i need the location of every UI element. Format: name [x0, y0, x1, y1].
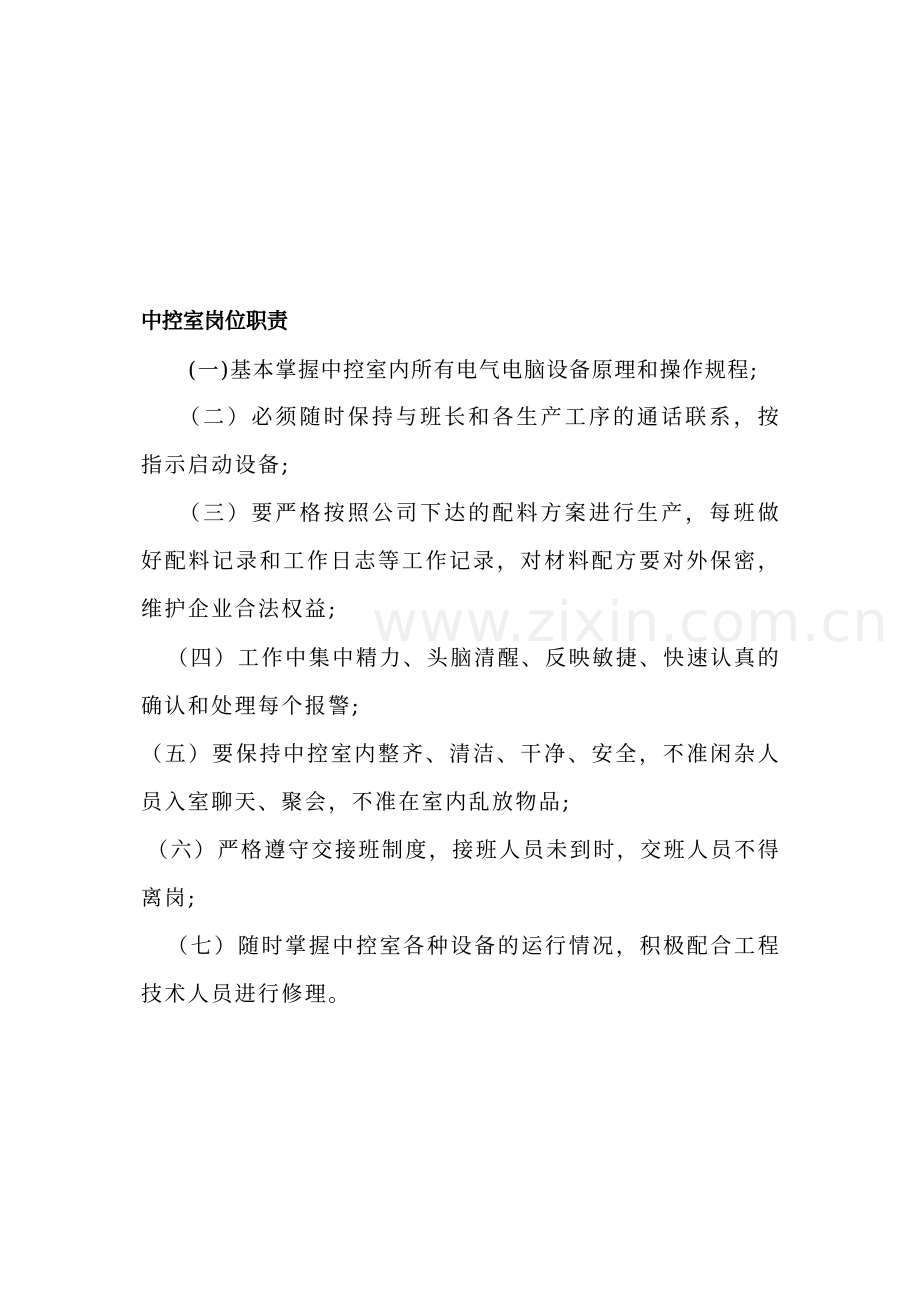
- paragraph-7: （七）随时掌握中控室各种设备的运行情况，积极配合工程技术人员进行修理。: [141, 934, 781, 1006]
- document-title: 中控室岗位职责: [141, 309, 288, 333]
- paragraph-5: （五）要保持中控室内整齐、清洁、干净、安全，不准闲杂人员入室聊天、聚会，不准在室内乱放物品;: [141, 742, 781, 814]
- paragraph-4: （四）工作中集中精力、头脑清醒、反映敏捷、快速认真的确认和处理每个报警;: [141, 646, 781, 718]
- paragraph-2: （二）必须随时保持与班长和各生产工序的通话联系，按指示启动设备;: [141, 405, 781, 477]
- paragraph-3: （三）要严格按照公司下达的配料方案进行生产，每班做好配料记录和工作日志等工作记录，对材料配方要对外保密，维护企业合法权益;: [141, 501, 781, 621]
- watermark: www.zixin.com.cn: [372, 590, 889, 655]
- paragraph-6: （六）严格遵守交接班制度，接班人员未到时，交班人员不得离岗;: [141, 838, 781, 910]
- paragraph-1: (一)基本掌握中控室内所有电气电脑设备原理和操作规程;: [188, 358, 759, 382]
